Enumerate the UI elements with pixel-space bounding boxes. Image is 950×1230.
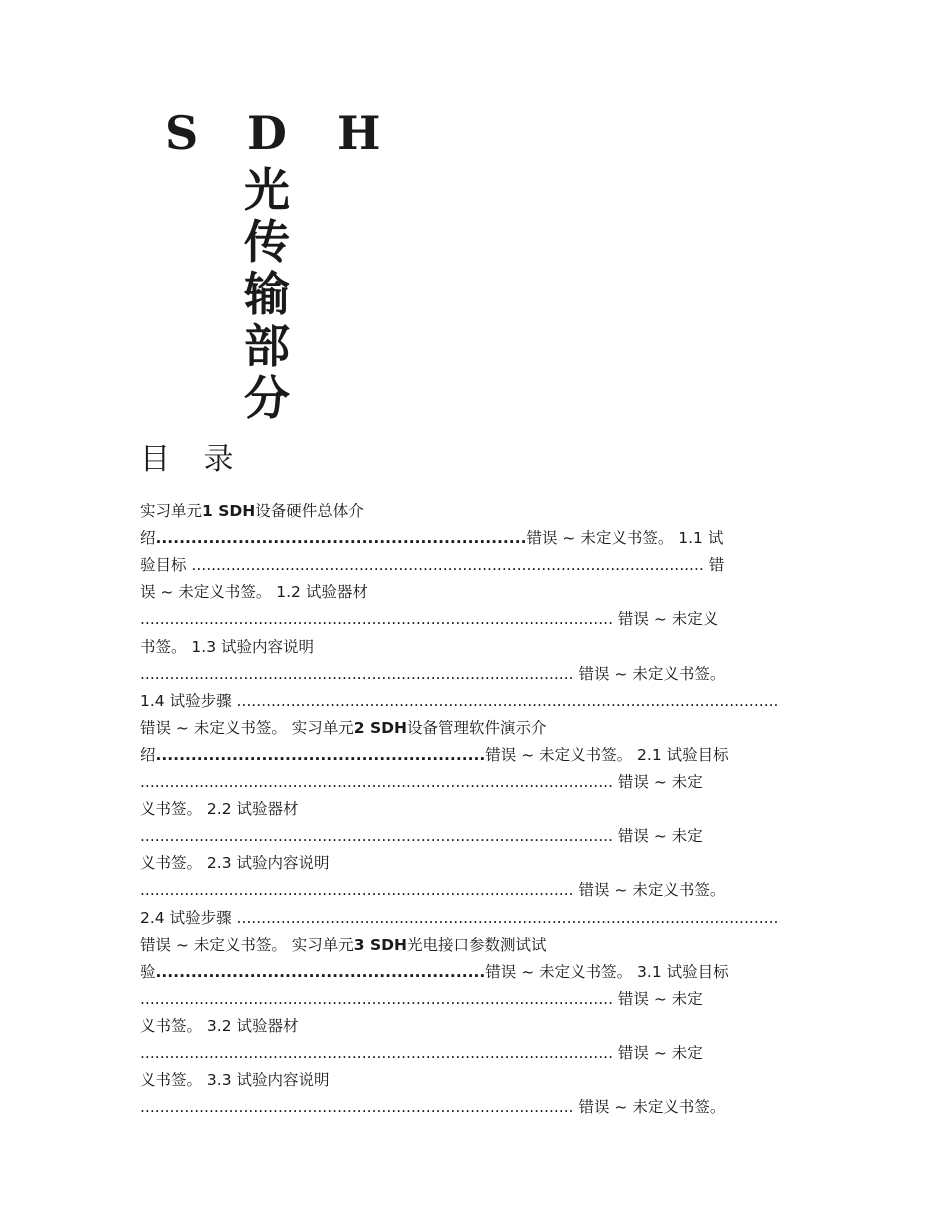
toc-text: 绍 bbox=[140, 529, 156, 548]
toc-text: ................................................................................................ 错误 ~ 未定 bbox=[140, 827, 703, 846]
toc-bold-text: 3 SDH bbox=[353, 935, 407, 954]
cover-char: 分 bbox=[244, 371, 290, 425]
toc-line bbox=[140, 877, 725, 904]
toc-text: 误 ~ 未定义书签。 1.2 试验器材 bbox=[140, 583, 368, 602]
toc-line bbox=[140, 498, 364, 525]
toc-text: 错误 ~ 未定义书签。 3.1 试验目标 bbox=[485, 962, 729, 981]
toc-line bbox=[140, 634, 314, 661]
toc-line bbox=[140, 905, 778, 932]
toc-bold-text: ............................................................... bbox=[155, 529, 527, 548]
toc-line bbox=[140, 1013, 299, 1040]
toc-line bbox=[140, 688, 778, 715]
toc-line bbox=[140, 850, 330, 877]
toc-bold-text: 2 SDH bbox=[353, 718, 407, 737]
toc-line bbox=[140, 661, 725, 688]
toc-text: 错误 ~ 未定义书签。 1.1 试 bbox=[526, 529, 724, 548]
toc-text: 错误 ~ 未定义书签。 实习单元 bbox=[140, 935, 354, 954]
cover-letter-s: S bbox=[165, 106, 199, 160]
toc-line bbox=[140, 1040, 703, 1067]
toc-line bbox=[140, 552, 724, 579]
toc-text: 错误 ~ 未定义书签。 2.1 试验目标 bbox=[485, 745, 729, 764]
toc-line bbox=[140, 579, 368, 606]
cover-char: 输 bbox=[244, 267, 290, 321]
toc-text: ........................................................................................ 错误 ~ 未定义书签。 bbox=[140, 881, 726, 900]
toc-bold-text: ........................................................ bbox=[155, 745, 486, 764]
toc-text: 实习单元 bbox=[140, 502, 203, 520]
toc-line bbox=[140, 796, 299, 823]
toc-line bbox=[140, 959, 729, 986]
toc-line bbox=[140, 1094, 725, 1121]
toc-bold-text: ........................................................ bbox=[155, 962, 486, 981]
toc-text: 义书签。 2.3 试验内容说明 bbox=[140, 854, 330, 873]
toc-text: 义书签。 2.2 试验器材 bbox=[140, 800, 299, 819]
cover-letter-h: H bbox=[337, 106, 381, 160]
cover-char: 部 bbox=[244, 319, 290, 373]
toc-line bbox=[140, 715, 546, 742]
toc-text: ........................................................................................ 错误 ~ 未定义书签。 bbox=[140, 1098, 726, 1117]
toc-text: 2.4 试验步骤 .............................................................................................................. bbox=[140, 908, 779, 927]
cover-char: 传 bbox=[244, 215, 290, 269]
toc-text: 验目标 ........................................................................................................ 错 bbox=[140, 556, 725, 575]
toc-text: 1.4 试验步骤 .............................................................................................................. bbox=[140, 691, 779, 710]
toc-text: 验 bbox=[140, 962, 156, 981]
toc-text: ........................................................................................ 错误 ~ 未定义书签。 bbox=[140, 664, 726, 683]
toc-text: 光电接口参数测试试 bbox=[406, 935, 547, 954]
toc-line bbox=[140, 742, 729, 769]
toc-bold-text: 1 SDH bbox=[202, 502, 256, 520]
toc-text: 设备管理软件演示介 bbox=[406, 718, 547, 737]
toc-text: 书签。 1.3 试验内容说明 bbox=[140, 637, 315, 656]
toc-text: 绍 bbox=[140, 745, 156, 764]
toc-text: ................................................................................................ 错误 ~ 未定义 bbox=[140, 610, 719, 629]
toc-line bbox=[140, 932, 546, 959]
toc-text: 义书签。 3.2 试验器材 bbox=[140, 1016, 299, 1035]
toc-line bbox=[140, 986, 703, 1013]
toc-text: ................................................................................................ 错误 ~ 未定 bbox=[140, 989, 703, 1008]
toc-text: 义书签。 3.3 试验内容说明 bbox=[140, 1071, 330, 1090]
toc-line bbox=[140, 769, 703, 796]
toc-line bbox=[140, 606, 718, 633]
toc-text: ................................................................................................ 错误 ~ 未定 bbox=[140, 1044, 703, 1062]
cover-title-vertical bbox=[244, 164, 324, 424]
toc-text: 设备硬件总体介 bbox=[255, 502, 364, 520]
toc-line bbox=[140, 525, 723, 552]
toc-text: ................................................................................................ 错误 ~ 未定 bbox=[140, 773, 703, 791]
toc-line bbox=[140, 1067, 330, 1094]
toc-text: 错误 ~ 未定义书签。 实习单元 bbox=[140, 718, 354, 737]
cover-letter-d: D bbox=[247, 106, 287, 160]
toc-heading: 目 录 bbox=[140, 442, 246, 477]
toc-line bbox=[140, 823, 703, 850]
cover-char: 光 bbox=[244, 163, 290, 217]
